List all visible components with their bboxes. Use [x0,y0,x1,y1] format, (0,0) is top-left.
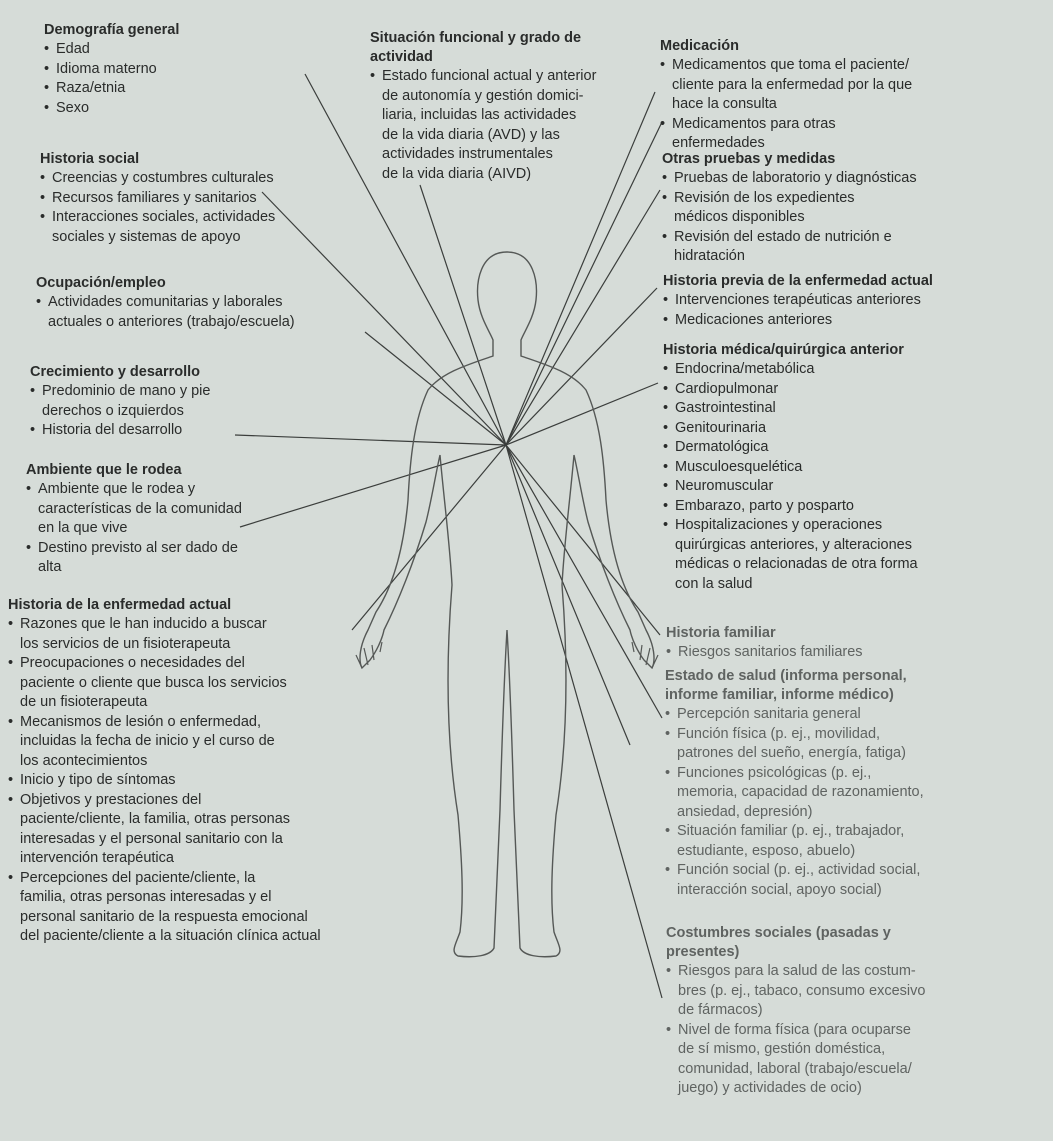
section-item: • Cardiopulmonar [663,380,918,400]
section-historia-social [40,150,275,247]
section-item: • Situación familiar (p. ej., trabajador, estudiante, esposo, abuelo) [665,822,924,861]
connector-line [365,332,506,445]
section-item: • Objetivos y prestaciones del paciente/cliente, la familia, otras personas interesadas y el personal sanitario con la intervención terapéutica [8,791,321,869]
section-heading: Historia médica/quirúrgica anterior [663,342,904,358]
section-item: • Función social (p. ej., actividad social, interacción social, apoyo social) [665,861,924,900]
section-heading: Situación funcional y grado de actividad [370,30,582,65]
section-item: • Pruebas de laboratorio y diagnósticas [662,169,917,189]
section-item: • Predominio de mano y pie derechos o izquierdos [30,382,210,421]
section-item: • Mecanismos de lesión o enfermedad, incluidas la fecha de inicio y el curso de los acontecimientos [8,713,321,772]
section-item: • Musculoesquelética [663,458,918,478]
section-item: • Revisión de los expedientes médicos disponibles [662,189,917,228]
section-item: • Medicaciones anteriores [663,311,933,331]
section-item: • Riesgos para la salud de las costum- bres (p. ej., tabaco, consumo excesivo de fármacos) [666,962,925,1021]
section-item: • Sexo [44,99,179,119]
section-item: • Percepción sanitaria general [665,705,924,725]
section-item: • Razones que le han inducido a buscar los servicios de un fisioterapeuta [8,615,321,654]
section-item: • Genitourinaria [663,419,918,439]
section-item: • Hospitalizaciones y operaciones quirúrgicas anteriores, y alteraciones médicas o relacionadas de otra forma con la salud [663,516,918,594]
section-item: • Historia del desarrollo [30,421,210,441]
connector-line [506,445,660,635]
section-heading: Historia de la enfermedad actual [8,597,232,613]
section-ambiente [26,461,242,578]
section-item: • Gastrointestinal [663,399,918,419]
section-otras-pruebas [662,150,917,267]
section-item: • Edad [44,40,179,60]
section-historia-medica [663,341,918,594]
section-item: • Creencias y costumbres culturales [40,169,275,189]
connector-line [506,445,662,718]
section-item: • Revisión del estado de nutrición e hidratación [662,228,917,267]
section-item: • Preocupaciones o necesidades del paciente o cliente que busca los servicios de un fisioterapeuta [8,654,321,713]
section-situacion-funcional [370,29,596,184]
section-historia-previa [663,272,933,330]
section-item: • Recursos familiares y sanitarios [40,189,275,209]
section-heading: Medicación [660,38,739,54]
section-heading: Estado de salud (informa personal, informe familiar, informe médico) [665,668,907,703]
section-item: • Funciones psicológicas (p. ej., memoria, capacidad de razonamiento, ansiedad, depresión) [665,764,924,823]
section-heading: Costumbres sociales (pasadas y presentes) [666,925,891,960]
section-item: • Medicamentos para otras enfermedades [660,115,912,154]
section-enfermedad-actual [8,596,321,947]
section-item: • Ambiente que le rodea y características de la comunidad en la que vive [26,480,242,539]
connector-line [352,445,506,630]
connector-line [506,288,657,445]
connector-line [262,192,506,445]
section-heading: Crecimiento y desarrollo [30,364,201,380]
section-heading: Historia familiar [666,625,776,641]
connector-line [506,190,660,445]
section-demografia [44,21,179,118]
section-heading: Demografía general [44,22,180,38]
section-item: • Inicio y tipo de síntomas [8,771,321,791]
hand-fingers [356,642,658,668]
section-item: • Nivel de forma física (para ocuparse de sí mismo, gestión doméstica, comunidad, laboral (trabajo/escuela/ juego) y actividades de ocio) [666,1021,925,1099]
section-item: • Interacciones sociales, actividades sociales y sistemas de apoyo [40,208,275,247]
section-item: • Dermatológica [663,438,918,458]
section-costumbres [666,924,925,1099]
section-item: • Idioma materno [44,60,179,80]
connector-line [240,445,506,527]
section-crecimiento [30,363,210,441]
section-item: • Raza/etnia [44,79,179,99]
connector-line [506,445,662,998]
human-body-outline [360,252,654,957]
section-medicacion [660,37,912,154]
section-ocupacion [36,274,295,332]
section-item: • Endocrina/metabólica [663,360,918,380]
section-heading: Ocupación/empleo [36,275,166,291]
section-item: • Embarazo, parto y posparto [663,497,918,517]
section-historia-familiar [666,624,863,663]
section-item: • Medicamentos que toma el paciente/ cliente para la enfermedad por la que hace la consulta [660,56,912,115]
connector-line [235,435,506,445]
section-heading: Historia social [40,151,140,167]
section-item: • Función física (p. ej., movilidad, patrones del sueño, energía, fatiga) [665,725,924,764]
section-item: • Estado funcional actual y anterior de autonomía y gestión domici- liaria, incluidas las actividades de la vida diaria (AVD) y las actividades instrumentales de la vida diaria (AIVD) [370,67,596,184]
section-item: • Destino previsto al ser dado de alta [26,539,242,578]
section-item: • Actividades comunitarias y laborales actuales o anteriores (trabajo/escuela) [36,293,295,332]
section-item: • Percepciones del paciente/cliente, la familia, otras personas interesadas y el personal sanitario de la respuesta emocional del paciente/cliente a la situación clínica actual [8,869,321,947]
section-item: • Riesgos sanitarios familiares [666,643,863,663]
section-estado-salud [665,667,924,900]
section-heading: Otras pruebas y medidas [662,151,836,167]
section-item: • Neuromuscular [663,477,918,497]
section-heading: Historia previa de la enfermedad actual [663,273,933,289]
connector-line [506,445,630,745]
section-heading: Ambiente que le rodea [26,462,182,478]
section-item: • Intervenciones terapéuticas anteriores [663,291,933,311]
connector-line [420,185,506,445]
